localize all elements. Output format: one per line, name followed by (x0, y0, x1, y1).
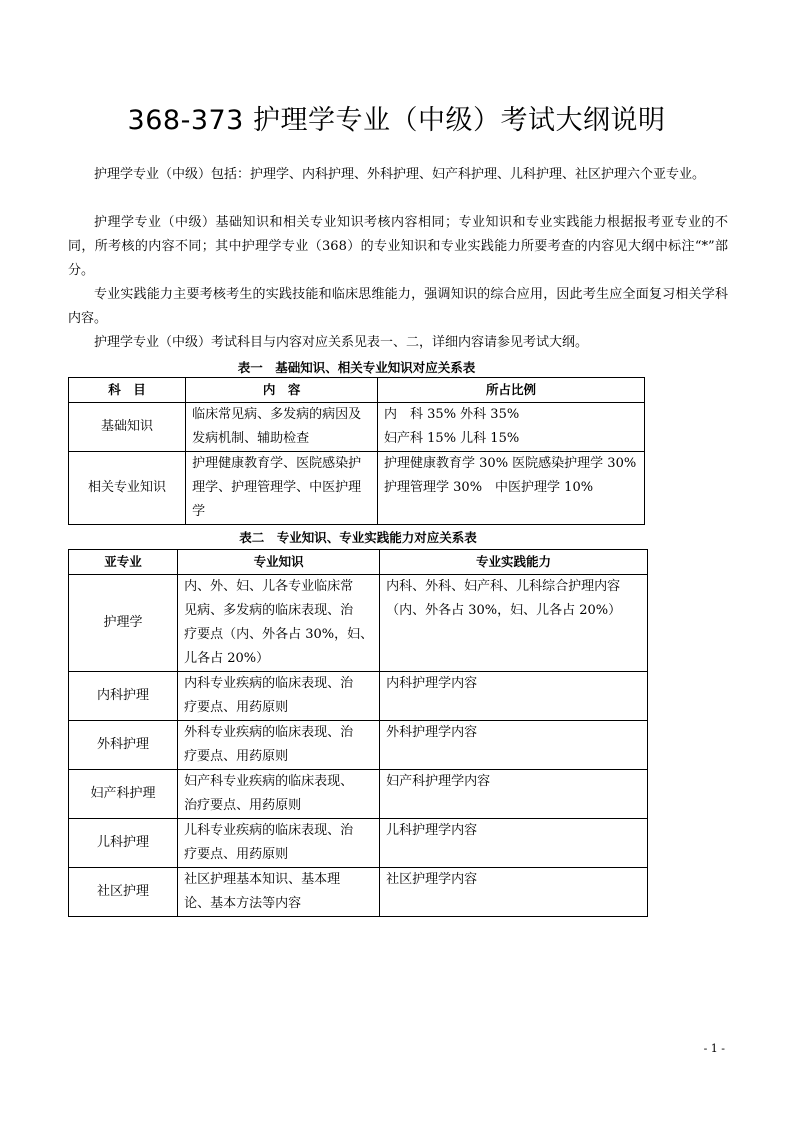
cell-line: 内科护理学内容 (386, 676, 478, 691)
cell-line: 外科护理学内容 (386, 725, 478, 740)
table1-caption: 表一 基础知识、相关专业知识对应关系表 (237, 360, 476, 375)
cell-line: 儿各占 20%） (184, 651, 270, 666)
cell-line: 妇产科 15% 儿科 15% (384, 431, 520, 446)
table2-header-practice: 专业实践能力 (380, 550, 648, 575)
cell-line: 妇产科专业疾病的临床表现、 (184, 774, 354, 789)
cell-line: 妇产科护理学内容 (386, 774, 491, 789)
table-cell-practice (380, 868, 648, 917)
cell-line: 内科专业疾病的临床表现、治 (184, 676, 354, 691)
cell-line: 内、外、妇、儿各专业临床常 (184, 579, 354, 594)
table-cell-content (186, 452, 378, 525)
table-cell-knowledge (178, 575, 380, 672)
cell-line: 疗要点、用药原则 (184, 749, 289, 764)
cell-line: 外科专业疾病的临床表现、治 (184, 725, 354, 740)
table2-caption: 表二 专业知识、专业实践能力对应关系表 (239, 530, 477, 545)
table-cell-subspecialty: 社区护理 (69, 868, 178, 917)
table-cell-knowledge (178, 672, 380, 721)
cell-line: 疗要点、用药原则 (184, 847, 289, 862)
table-cell-subspecialty: 外科护理 (69, 721, 178, 770)
table1-header-ratio: 所占比例 (378, 378, 645, 403)
cell-line: 见病、多发病的临床表现、治 (184, 603, 354, 618)
table1-header-row (69, 378, 645, 403)
table-cell-practice (380, 721, 648, 770)
intro-paragraph-4: 护理学专业（中级）考试科目与内容对应关系见表一、二，详细内容请参见考试大纲。 (94, 335, 589, 350)
table-row (69, 575, 648, 672)
table-row (69, 403, 645, 452)
table-row (69, 452, 645, 525)
table-cell-subspecialty: 护理学 (69, 575, 178, 672)
cell-line: 护理健康教育学 30% 医院感染护理学 30% (384, 456, 637, 471)
table-cell-practice (380, 819, 648, 868)
cell-line: 疗要点（内、外各占 30%，妇、 (184, 627, 374, 642)
table-row (69, 819, 648, 868)
table-row (69, 672, 648, 721)
cell-line: 内科、外科、妇产科、儿科综合护理内容 (386, 579, 621, 594)
table-cell-knowledge (178, 819, 380, 868)
cell-line: 社区护理基本知识、基本理 (184, 872, 341, 887)
cell-line: 论、基本方法等内容 (184, 896, 302, 911)
table-row (69, 721, 648, 770)
cell-line: 儿科护理学内容 (386, 823, 478, 838)
table-cell-ratio (378, 403, 645, 452)
cell-line: 护理管理学 30% 中医护理学 10% (384, 480, 594, 495)
table2-header-row (69, 550, 648, 575)
table-cell-subject: 相关专业知识 (69, 452, 186, 525)
table-cell-subspecialty: 儿科护理 (69, 819, 178, 868)
cell-line: 治疗要点、用药原则 (184, 798, 302, 813)
table-cell-subspecialty: 内科护理 (69, 672, 178, 721)
table2-header-knowledge: 专业知识 (178, 550, 380, 575)
cell-line: （内、外各占 30%，妇、儿各占 20%） (386, 603, 622, 618)
table1-header-subject: 科 目 (69, 378, 186, 403)
cell-line: 疗要点、用药原则 (184, 700, 289, 715)
table-cell-content (186, 403, 378, 452)
table-cell-ratio (378, 452, 645, 525)
intro-paragraph-1: 护理学专业（中级）包括：护理学、内科护理、外科护理、妇产科护理、儿科护理、社区护理六个亚专业。 (94, 167, 706, 182)
table-row (69, 770, 648, 819)
cell-line: 临床常见病、多发病的病因及 (192, 407, 362, 422)
cell-line: 内 科 35% 外科 35% (384, 407, 520, 422)
table-cell-subject: 基础知识 (69, 403, 186, 452)
table-cell-practice (380, 770, 648, 819)
table1-header-content: 内 容 (186, 378, 378, 403)
table-cell-practice (380, 672, 648, 721)
table2 (68, 549, 648, 917)
cell-line: 学 (192, 504, 206, 519)
page-number: - 1 - (703, 1042, 725, 1055)
cell-line: 儿科专业疾病的临床表现、治 (184, 823, 354, 838)
table-cell-knowledge (178, 868, 380, 917)
intro-paragraph-2: 护理学专业（中级）基础知识和相关专业知识考核内容相同；专业知识和专业实践能力根据报考亚专业的不同，所考核的内容不同；其中护理学专业（368）的专业知识和专业实践能力所要考查的内容见大纲中标注“*”部分。 (68, 215, 728, 278)
table2-header-subspecialty: 亚专业 (69, 550, 178, 575)
table-row (69, 868, 648, 917)
table1 (68, 377, 645, 525)
cell-line: 社区护理学内容 (386, 872, 478, 887)
intro-paragraph-3: 专业实践能力主要考核考生的实践技能和临床思维能力，强调知识的综合应用，因此考生应全面复习相关学科内容。 (68, 287, 728, 326)
table-cell-practice (380, 575, 648, 672)
cell-line: 护理健康教育学、医院感染护 (192, 456, 362, 471)
cell-line: 发病机制、辅助检查 (192, 431, 310, 446)
table-cell-subspecialty: 妇产科护理 (69, 770, 178, 819)
table-cell-knowledge (178, 721, 380, 770)
cell-line: 理学、护理管理学、中医护理 (192, 480, 362, 495)
page-title: 368-373 护理学专业（中级）考试大纲说明 (127, 105, 666, 136)
table-cell-knowledge (178, 770, 380, 819)
